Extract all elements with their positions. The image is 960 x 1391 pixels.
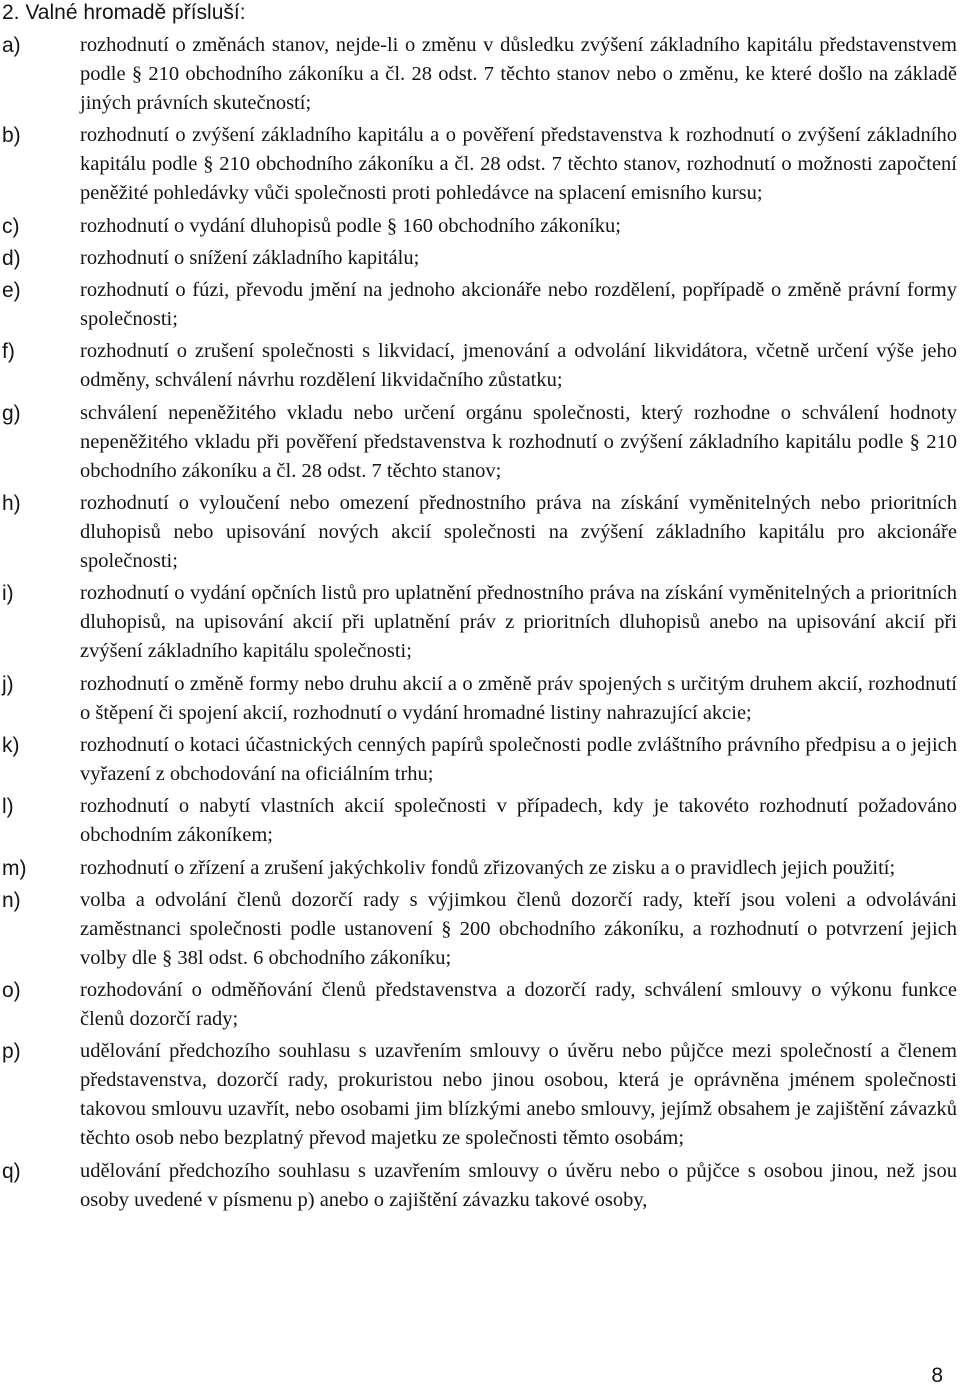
list-item-text: rozhodnutí o kotaci účastnických cenných papírů společnosti podle zvláštního právního předpisu a o jejich vyřazení z obchodování na oficiálním trhu; — [80, 733, 957, 785]
list-item — [0, 212, 960, 241]
list-item-text: rozhodnutí o vydání opčních listů pro uplatnění přednostního práva na získání vyměnitelných a prioritních dluhopisů, na upisování akcií při uplatnění práv z prioritních dluhopisů anebo na upisování akcií při zvýšení základního kapitálu společnosti; — [80, 582, 957, 663]
list-item — [0, 121, 960, 208]
list-item-text: rozhodování o odměňování členů představenstva a dozorčí rady, schválení smlouvy o výkonu funkce členů dozorčí rady; — [80, 979, 957, 1031]
list-item-text: rozhodnutí o zvýšení základního kapitálu a o pověření představenstva k rozhodnutí o zvýšení základního kapitálu podle § 210 obchodního zákoníku a čl. 28 odst. 7 těchto stanov, rozhodnutí o možnosti započtení peněžité pohledávky vůči společnosti proti pohledávce na splacení emisního kursu; — [80, 124, 957, 205]
list-marker: b) — [2, 124, 21, 148]
list-item-text: rozhodnutí o snížení základního kapitálu; — [80, 246, 420, 269]
list-item — [0, 792, 960, 850]
list-item — [0, 31, 960, 118]
list-marker: c) — [2, 214, 20, 238]
list-marker: n) — [2, 888, 21, 912]
list-item — [0, 670, 960, 728]
list-item — [0, 399, 960, 486]
list-marker: d) — [2, 246, 21, 270]
list-marker: p) — [2, 1040, 21, 1064]
list-item — [0, 276, 960, 334]
list-marker: k) — [2, 733, 20, 757]
list-item — [0, 244, 960, 273]
list-marker: o) — [2, 979, 21, 1003]
list-item-text: rozhodnutí o nabytí vlastních akcií společnosti v případech, kdy je takovéto rozhodnutí požadováno obchodním zákoníkem; — [80, 795, 957, 847]
list-marker: e) — [2, 279, 21, 303]
list-item-text: volba a odvolání členů dozorčí rady s výjimkou členů dozorčí rady, kteří jsou voleni a odvoláváni zaměstnanci společnosti podle ustanovení § 200 obchodního zákoníku, a rozhodnutí o potvrzení jejich volby dle § 38l odst. 6 obchodního zákoníku; — [80, 888, 957, 969]
list-item — [0, 489, 960, 576]
list-item-text: rozhodnutí o zřízení a zrušení jakýchkoliv fondů zřizovaných ze zisku a o pravidlech jejich použití; — [80, 856, 896, 879]
list-marker: m) — [2, 856, 27, 880]
list-marker: g) — [2, 401, 21, 425]
list-marker: f) — [2, 340, 15, 364]
resolution-list — [0, 31, 960, 1218]
list-item — [0, 579, 960, 666]
list-item-text: rozhodnutí o zrušení společnosti s likvidací, jmenování a odvolání likvidátora, včetně určení výše jeho odměny, schválení návrhu rozdělení likvidačního zůstatku; — [80, 340, 957, 392]
list-item-text: udělování předchozího souhlasu s uzavřením smlouvy o úvěru nebo půjčce mezi společností a členem představenstva, dozorčí rady, prokuristou nebo jinou osobou, která je oprávněna jménem společnosti takovou smlouvu uzavřít, nebo osobami jim blízkými anebo smlouvy, jejímž obsahem je zajištění závazků těchto osob nebo bezplatný převod majetku ze společnosti těmto osobám; — [80, 1040, 957, 1150]
list-marker: h) — [2, 492, 21, 516]
list-item-text: schválení nepeněžitého vkladu nebo určení orgánu společnosti, který rozhodne o schválení hodnoty nepeněžitého vkladu při pověření představenstva k rozhodnutí o zvýšení základního kapitálu podle § 210 obchodního zákoníku a čl. 28 odst. 7 těchto stanov; — [80, 401, 957, 482]
list-item-text: udělování předchozího souhlasu s uzavřením smlouvy o úvěru nebo o půjčce s osobou jinou, než jsou osoby uvedené v písmenu p) anebo o zajištění závazku takové osoby, — [80, 1159, 957, 1211]
list-item-text: rozhodnutí o vyloučení nebo omezení přednostního práva na získání vyměnitelných nebo prioritních dluhopisů nebo upisování nových akcií společnosti na zvýšení základního kapitálu pro akcionáře společnosti; — [80, 492, 957, 573]
list-marker: l) — [2, 795, 14, 819]
list-item-text: rozhodnutí o fúzi, převodu jmění na jednoho akcionáře nebo rozdělení, popřípadě o změně právní formy společnosti; — [80, 279, 957, 331]
list-item — [0, 1157, 960, 1215]
list-item-text: rozhodnutí o změně formy nebo druhu akcií a o změně práv spojených s určitým druhem akcií, rozhodnutí o štěpení či spojení akcií, rozhodnutí o vydání hromadné listiny nahrazující akcie; — [80, 672, 957, 724]
list-item-text: rozhodnutí o změnách stanov, nejde-li o změnu v důsledku zvýšení základního kapitálu představenstvem podle § 210 obchodního zákoníku a čl. 28 odst. 7 těchto stanov nebo o změnu, ke které došlo na základě jiných právních skutečností; — [80, 34, 957, 114]
list-marker: i) — [2, 582, 14, 606]
page-number: 8 — [931, 1364, 943, 1387]
list-item — [0, 886, 960, 973]
list-item — [0, 854, 960, 883]
list-item — [0, 337, 960, 395]
list-item — [0, 1037, 960, 1153]
list-item — [0, 976, 960, 1034]
list-marker: q) — [2, 1159, 21, 1183]
list-marker: a) — [2, 34, 21, 57]
list-item-text: rozhodnutí o vydání dluhopisů podle § 160 obchodního zákoníku; — [80, 214, 621, 237]
section-heading: 2. Valné hromadě přísluší: — [2, 1, 246, 24]
list-item — [0, 731, 960, 789]
list-marker: j) — [2, 672, 14, 696]
